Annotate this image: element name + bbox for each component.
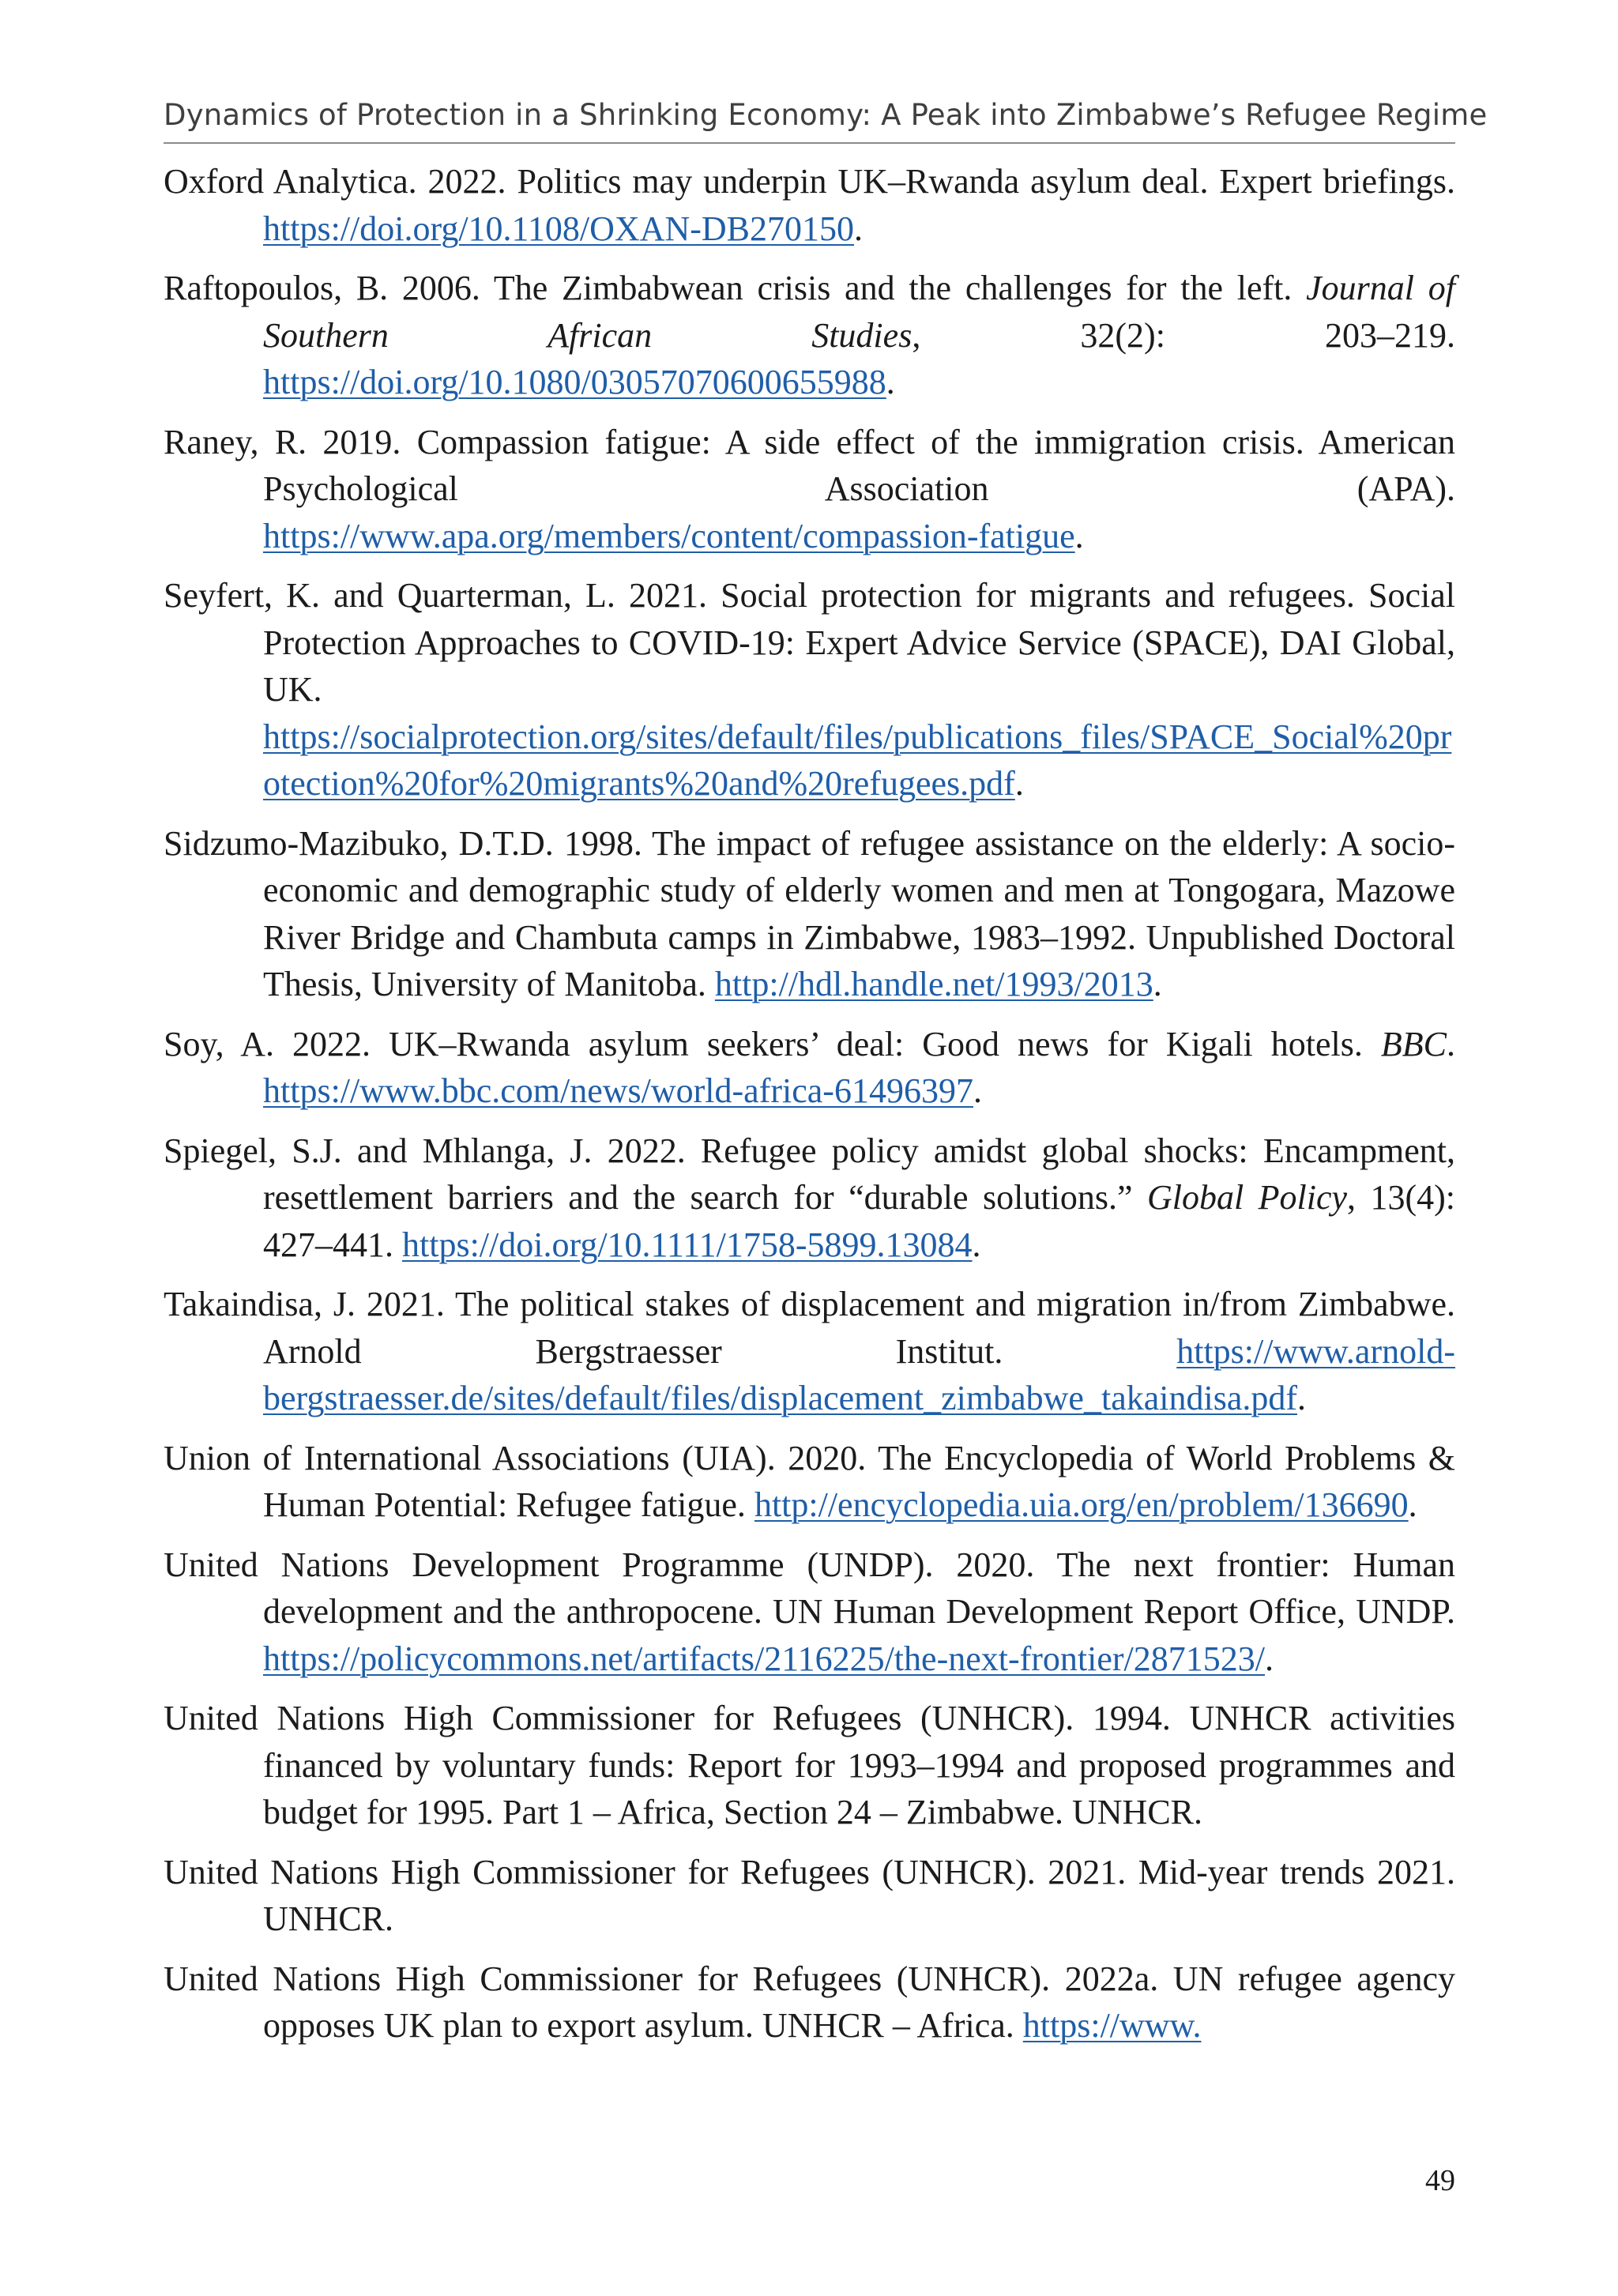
reference-italic: Global Policy <box>1146 1178 1348 1217</box>
reference-link[interactable]: https://socialprotection.org/sites/default/files/publications_files/SPACE_Social%20protection%20for%20migrants%20and%20refugees.pdf <box>263 717 1452 803</box>
reference-text-end: . <box>973 1071 982 1110</box>
reference-text-middle: , 13(4): 427–441. <box>263 1178 1456 1264</box>
reference-text: Seyfert, K. and Quarterman, L. 2021. Social protection for migrants and refugees. Social Protection Approaches to COVID-19: Expert Advice Service (SPACE), DAI Global, UK. <box>164 576 1455 709</box>
reference-link[interactable]: http://encyclopedia.uia.org/en/problem/136690 <box>754 1485 1409 1524</box>
reference-entry <box>164 1127 1455 1269</box>
reference-text-middle: . <box>1447 1024 1455 1063</box>
page-number: 49 <box>1425 2164 1455 2197</box>
reference-text: United Nations High Commissioner for Refugees (UNHCR). 1994. UNHCR activities financed by voluntary funds: Report for 1993–1994 and proposed programmes and budget for 1995. Part 1 – Africa, Section 24 – Zimbabwe. UNHCR. <box>164 1699 1455 1831</box>
reference-entry <box>164 572 1455 807</box>
reference-text-end: . <box>886 363 895 401</box>
reference-text-end: . <box>1074 516 1084 555</box>
reference-entry <box>164 1849 1455 1943</box>
reference-italic: Journal of Southern African Studies <box>263 269 1455 355</box>
reference-text: Soy, A. 2022. UK–Rwanda asylum seekers’ deal: Good news for Kigali hotels. <box>164 1024 1381 1063</box>
reference-text: United Nations High Commissioner for Refugees (UNHCR). 2021. Mid-year trends 2021. UNHCR. <box>164 1852 1455 1938</box>
reference-text: United Nations Development Programme (UNDP). 2020. The next frontier: Human development and the anthropocene. UN Human Development Report Office, UNDP. <box>164 1545 1455 1631</box>
reference-text-end: . <box>1297 1379 1306 1417</box>
reference-text: Raney, R. 2019. Compassion fatigue: A side effect of the immigration crisis. American Psychological Association (APA). <box>164 422 1455 508</box>
reference-link[interactable]: https://doi.org/10.1108/OXAN-DB270150 <box>263 209 855 248</box>
reference-link[interactable]: https://www.arnold-bergstraesser.de/sites/default/files/displacement_zimbabwe_takaindisa.pdf <box>263 1331 1455 1417</box>
reference-text-end: . <box>1014 764 1024 803</box>
reference-text: Sidzumo-Mazibuko, D.T.D. 1998. The impact of refugee assistance on the elderly: A socio-economic and demographic study of elderly women and men at Tongogara, Mazowe River Bridge and Chambuta camps in Zimbabwe, 1983–1992. Unpublished Doctoral Thesis, University of Manitoba. <box>164 823 1455 1003</box>
reference-text: United Nations High Commissioner for Refugees (UNHCR). 2022a. UN refugee agency opposes UK plan to export asylum. UNHCR – Africa. <box>164 1959 1455 2045</box>
reference-entry <box>164 419 1455 560</box>
reference-link[interactable]: https://www.bbc.com/news/world-africa-61496397 <box>263 1071 973 1110</box>
reference-entry <box>164 265 1455 406</box>
header-rule <box>164 142 1455 144</box>
reference-entry <box>164 1281 1455 1422</box>
reference-text-end: . <box>1408 1485 1417 1524</box>
reference-text: Union of International Associations (UIA). 2020. The Encyclopedia of World Problems & Human Potential: Refugee fatigue. <box>164 1438 1455 1524</box>
reference-entry <box>164 1695 1455 1836</box>
reference-entry <box>164 820 1455 1008</box>
reference-italic: BBC <box>1380 1024 1447 1063</box>
reference-entry <box>164 158 1455 252</box>
reference-text: Oxford Analytica. 2022. Politics may underpin UK–Rwanda asylum deal. Expert briefings. <box>164 162 1455 201</box>
reference-link[interactable]: https://www.apa.org/members/content/compassion-fatigue <box>263 516 1075 555</box>
reference-link[interactable]: https://www. <box>1022 2006 1202 2045</box>
reference-text-end: . <box>1153 965 1162 1003</box>
reference-link[interactable]: https://doi.org/10.1111/1758-5899.13084 <box>402 1225 973 1264</box>
reference-text: Raftopoulos, B. 2006. The Zimbabwean crisis and the challenges for the left. <box>164 269 1307 307</box>
reference-entry <box>164 1955 1455 2049</box>
reference-list <box>164 158 1455 2062</box>
reference-entry <box>164 1021 1455 1115</box>
reference-text: Takaindisa, J. 2021. The political stakes of displacement and migration in/from Zimbabwe. Arnold Bergstraesser Institut. <box>164 1285 1455 1371</box>
running-header-title: Dynamics of Protection in a Shrinking Economy: A Peak into Zimbabwe’s Refugee Regime <box>164 98 1488 132</box>
reference-entry <box>164 1435 1455 1529</box>
reference-link[interactable]: https://doi.org/10.1080/03057070600655988 <box>263 363 886 401</box>
reference-text-middle: , 32(2): 203–219. <box>912 315 1455 355</box>
reference-text-end: . <box>1265 1639 1274 1678</box>
reference-text-end: . <box>854 209 864 248</box>
reference-link[interactable]: http://hdl.handle.net/1993/2013 <box>714 965 1153 1003</box>
reference-text-end: . <box>972 1225 981 1264</box>
reference-link[interactable]: https://policycommons.net/artifacts/2116225/the-next-frontier/2871523/ <box>263 1639 1266 1678</box>
reference-entry <box>164 1541 1455 1683</box>
reference-text: Spiegel, S.J. and Mhlanga, J. 2022. Refugee policy amidst global shocks: Encampment, resettlement barriers and the search for “durable solutions.” <box>164 1131 1455 1217</box>
